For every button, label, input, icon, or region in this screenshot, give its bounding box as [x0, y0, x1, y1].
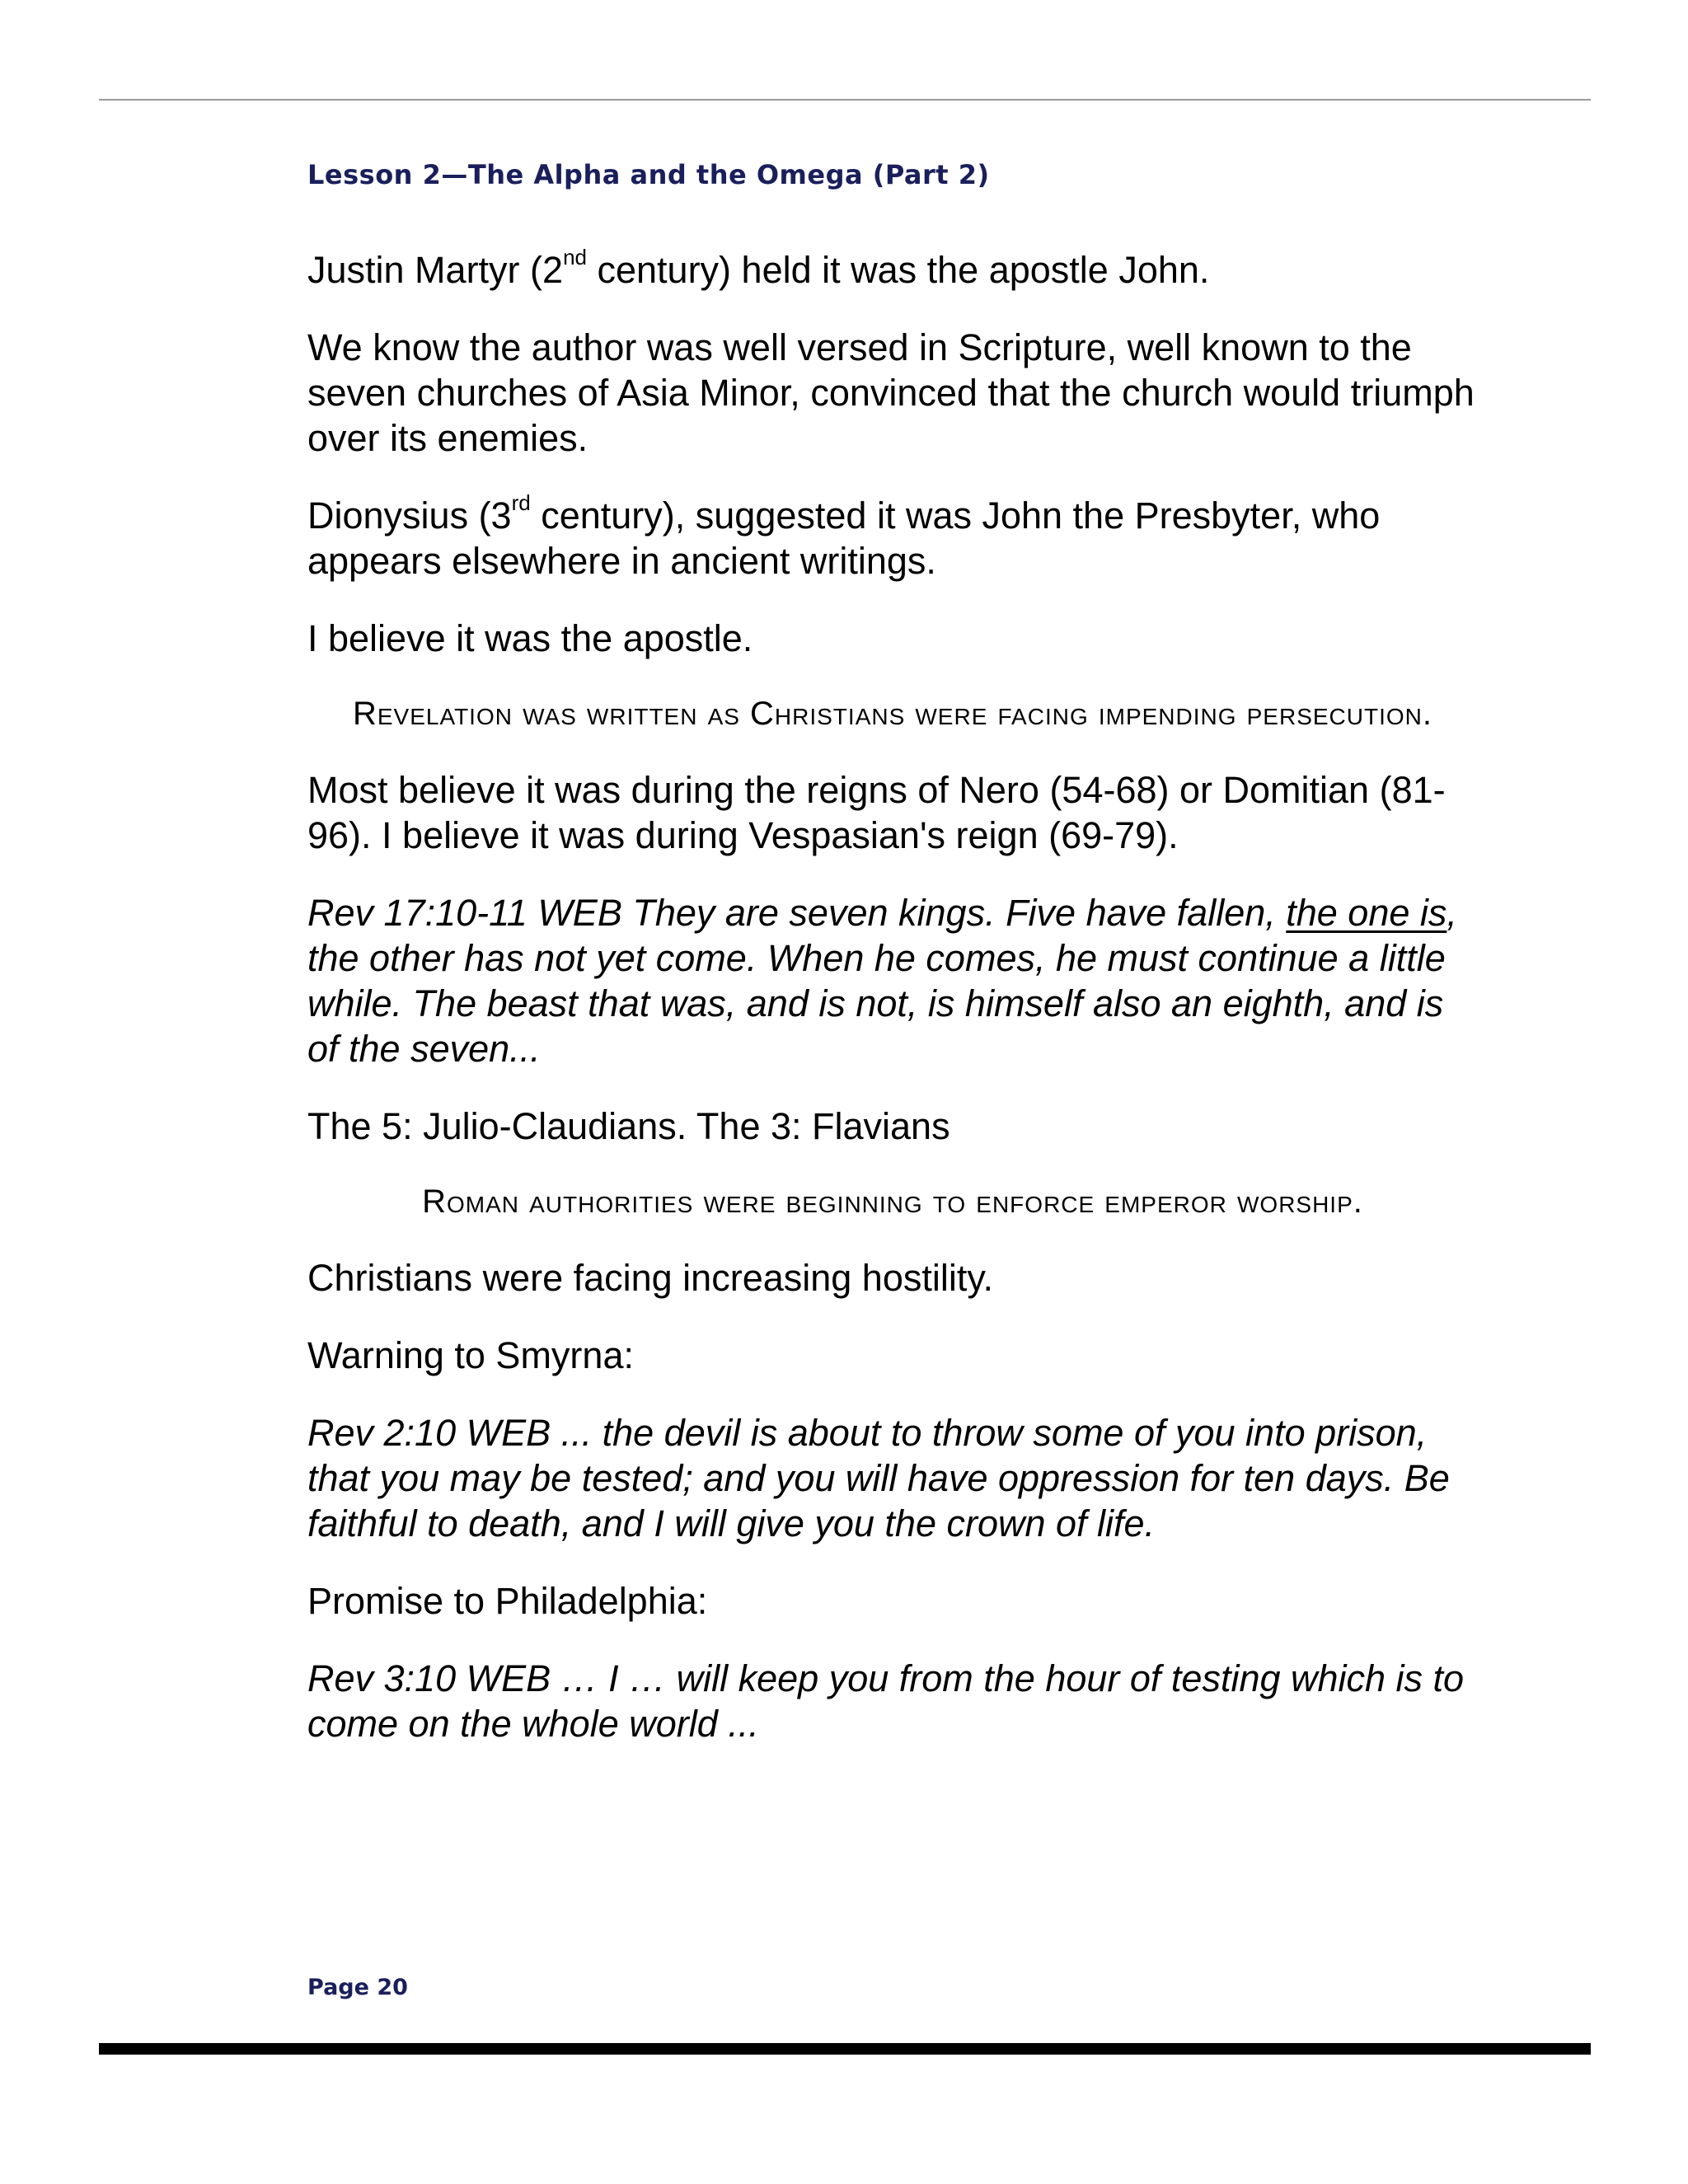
paragraph-justin-martyr [307, 247, 1478, 293]
paragraph-hostility: Christians were facing increasing hostility. [307, 1257, 994, 1299]
section-heading-emperor-worship: Roman authorities were beginning to enforce emperor worship. [422, 1183, 1363, 1220]
paragraph-belief: I believe it was the apostle. [307, 617, 753, 659]
bottom-divider [99, 2043, 1591, 2055]
page-number: Page 20 [307, 1975, 408, 2000]
text: century), suggested it was John the Presbyter, who appears elsewhere in ancient writings. [307, 494, 1381, 582]
running-header: Lesson 2—The Alpha and the Omega (Part 2) [307, 159, 990, 190]
text: Rev 17:10-11 WEB They are seven kings. Five have fallen, [307, 892, 1287, 934]
paragraph-dating: Most believe it was during the reigns of Nero (54-68) or Domitian (81-96). I believe it was during Vespasian's reign (69-79). [307, 769, 1446, 856]
scripture-quote-rev-17 [307, 890, 1478, 1071]
ordinal-suffix: rd [511, 490, 531, 515]
scripture-quote-rev-3: Rev 3:10 WEB … I … will keep you from the hour of testing which is to come on the whole world ... [307, 1657, 1465, 1745]
text: century) held it was the apostle John. [586, 249, 1210, 291]
text: Dionysius (3 [307, 494, 512, 537]
page-body [307, 247, 1478, 1779]
section-heading-persecution: Revelation was written as Christians were facing impending persecution. [352, 696, 1432, 732]
top-divider [99, 99, 1591, 101]
underlined-text: the one is [1286, 892, 1447, 934]
paragraph-smyrna: Warning to Smyrna: [307, 1334, 634, 1376]
paragraph-author: We know the author was well versed in Scripture, well known to the seven churches of Asia Minor, convinced that the church would triumph over its enemies. [307, 326, 1475, 459]
scripture-quote-rev-2: Rev 2:10 WEB ... the devil is about to throw some of you into prison, that you may be tested; and you will have oppression for ten days. Be faithful to death, and I will give you the crown of life. [307, 1412, 1450, 1544]
text: Justin Martyr (2 [307, 249, 564, 291]
text: , the other has not yet come. When he comes, he must continue a little while. The beast that was, and is not, is himself also an eighth, and is of the seven... [307, 892, 1457, 1070]
paragraph-philadelphia: Promise to Philadelphia: [307, 1580, 708, 1622]
paragraph-dionysius [307, 490, 1478, 583]
ordinal-suffix: nd [563, 245, 587, 269]
paragraph-dynasties: The 5: Julio-Claudians. The 3: Flavians [307, 1105, 950, 1147]
